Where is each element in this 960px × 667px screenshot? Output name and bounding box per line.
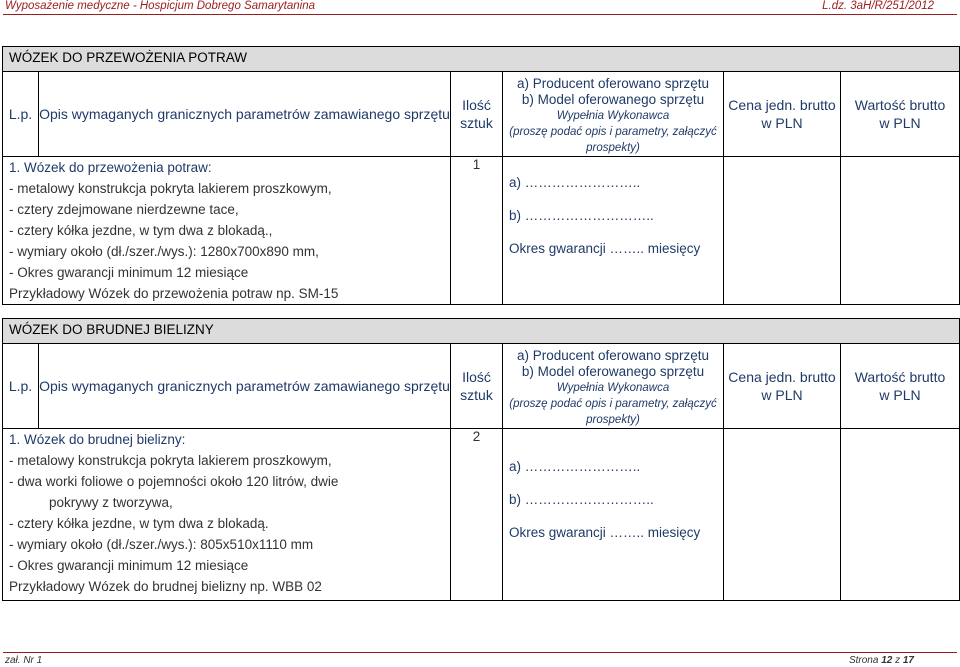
producer-b-label: b) Model oferowanego sprzętu: [521, 364, 705, 379]
item-producer-answer[interactable]: [503, 157, 724, 305]
page-of: z: [895, 655, 901, 666]
spec-bullet: - Okres gwarancji minimum 12 miesiące: [9, 265, 249, 280]
current-page: 12: [881, 655, 893, 666]
quantity-unit: sztuk: [460, 115, 493, 131]
col-lp-header: L.p.: [3, 344, 39, 429]
spec-bullet: - cztery kółka jezdne, w tym dwa z blokadą.: [9, 516, 269, 531]
footer-divider: [3, 652, 957, 653]
col-producer-header: [503, 344, 724, 429]
total-pages: 17: [902, 655, 914, 666]
unit-price-cell[interactable]: [724, 157, 841, 305]
answer-producer[interactable]: a) ……………………..: [509, 459, 641, 474]
unit-price-currency: w PLN: [761, 115, 803, 131]
total-value-cell[interactable]: [841, 157, 960, 305]
example-model: Przykładowy Wózek do przewożenia potraw np. SM-15: [9, 286, 339, 301]
section-title: WÓZEK DO BRUDNEJ BIELIZNY: [3, 319, 960, 344]
total-value-cell[interactable]: [841, 429, 960, 601]
item-lead: 1. Wózek do przewożenia potraw:: [9, 160, 212, 175]
spec-bullet: - metalowy konstrukcja pokryta lakierem proszkowym,: [9, 453, 332, 468]
col-lp-header: L.p.: [3, 72, 39, 157]
unit-price-label: Cena jedn. brutto: [728, 369, 836, 385]
col-producer-header: [503, 72, 724, 157]
total-value-currency: w PLN: [879, 115, 921, 131]
spec-bullet: - dwa worki foliowe o pojemności około 120 litrów, dwie: [9, 474, 339, 489]
producer-note: (proszę podać opis i parametry, załączyć prospekty): [509, 126, 717, 154]
header-divider: [3, 14, 957, 15]
spec-bullet-continued: pokrywy z tworzywa,: [49, 495, 173, 510]
unit-price-label: Cena jedn. brutto: [728, 97, 836, 113]
example-model: Przykładowy Wózek do brudnej bielizny np. WBB 02: [9, 579, 322, 594]
footer-page-indicator: [849, 655, 914, 666]
answer-model[interactable]: b) ………………………..: [509, 208, 654, 223]
quantity-label: Ilość: [462, 97, 491, 113]
item-description: [3, 429, 451, 601]
total-value-label: Wartość brutto: [854, 369, 946, 385]
filled-by-label: Wypełnia Wykonawca: [556, 110, 670, 122]
col-unit-price-header: [724, 344, 841, 429]
page-label: Strona: [848, 655, 879, 666]
unit-price-cell[interactable]: [724, 429, 841, 601]
section-title: WÓZEK DO PRZEWOŻENIA POTRAW: [3, 47, 960, 72]
answer-model[interactable]: b) ………………………..: [509, 492, 654, 507]
producer-a-label: a) Producent oferowano sprzętu: [516, 76, 710, 91]
footer-attachment-label: zał. Nr 1: [5, 655, 43, 666]
col-quantity-header: [451, 72, 503, 157]
filled-by-label: Wypełnia Wykonawca: [556, 382, 670, 394]
col-description-header: Opis wymaganych granicznych parametrów zamawianego sprzętu: [39, 344, 451, 429]
quantity-label: Ilość: [462, 369, 491, 385]
col-total-value-header: [841, 72, 960, 157]
col-description-header: Opis wymaganych granicznych parametrów zamawianego sprzętu: [39, 72, 451, 157]
spec-bullet: - wymiary około (dł./szer./wys.): 805x510x1110 mm: [9, 537, 314, 552]
spec-bullet: - metalowy konstrukcja pokryta lakierem proszkowym,: [9, 181, 332, 196]
header-document-title: Wyposażenie medyczne - Hospicjum Dobrego Samarytanina: [5, 0, 316, 12]
quantity-unit: sztuk: [460, 387, 493, 403]
col-unit-price-header: [724, 72, 841, 157]
producer-b-label: b) Model oferowanego sprzętu: [521, 92, 705, 107]
producer-note: (proszę podać opis i parametry, załączyć prospekty): [509, 398, 717, 426]
spec-bullet: - cztery kółka jezdne, w tym dwa z blokadą.,: [9, 223, 273, 238]
spec-table-food-cart: [2, 46, 960, 305]
unit-price-currency: w PLN: [761, 387, 803, 403]
spec-bullet: - wymiary około (dł./szer./wys.): 1280x700x890 mm,: [9, 244, 319, 259]
item-producer-answer[interactable]: [503, 429, 724, 601]
producer-a-label: a) Producent oferowano sprzętu: [516, 348, 710, 363]
answer-warranty[interactable]: Okres gwarancji …….. miesięcy: [509, 525, 701, 540]
col-quantity-header: [451, 344, 503, 429]
total-value-currency: w PLN: [879, 387, 921, 403]
item-quantity: 2: [451, 429, 503, 601]
col-total-value-header: [841, 344, 960, 429]
spec-bullet: - Okres gwarancji minimum 12 miesiące: [9, 558, 249, 573]
item-description: [3, 157, 451, 305]
item-quantity: 1: [451, 157, 503, 305]
answer-warranty[interactable]: Okres gwarancji …….. miesięcy: [509, 241, 701, 256]
spec-bullet: - cztery zdejmowane nierdzewne tace,: [9, 202, 239, 217]
header-reference-number: L.dz. 3aH/R/251/2012: [822, 0, 934, 12]
answer-producer[interactable]: a) ……………………..: [509, 175, 641, 190]
item-lead: 1. Wózek do brudnej bielizny:: [9, 432, 186, 447]
total-value-label: Wartość brutto: [854, 97, 946, 113]
spec-table-laundry-cart: [2, 318, 960, 601]
